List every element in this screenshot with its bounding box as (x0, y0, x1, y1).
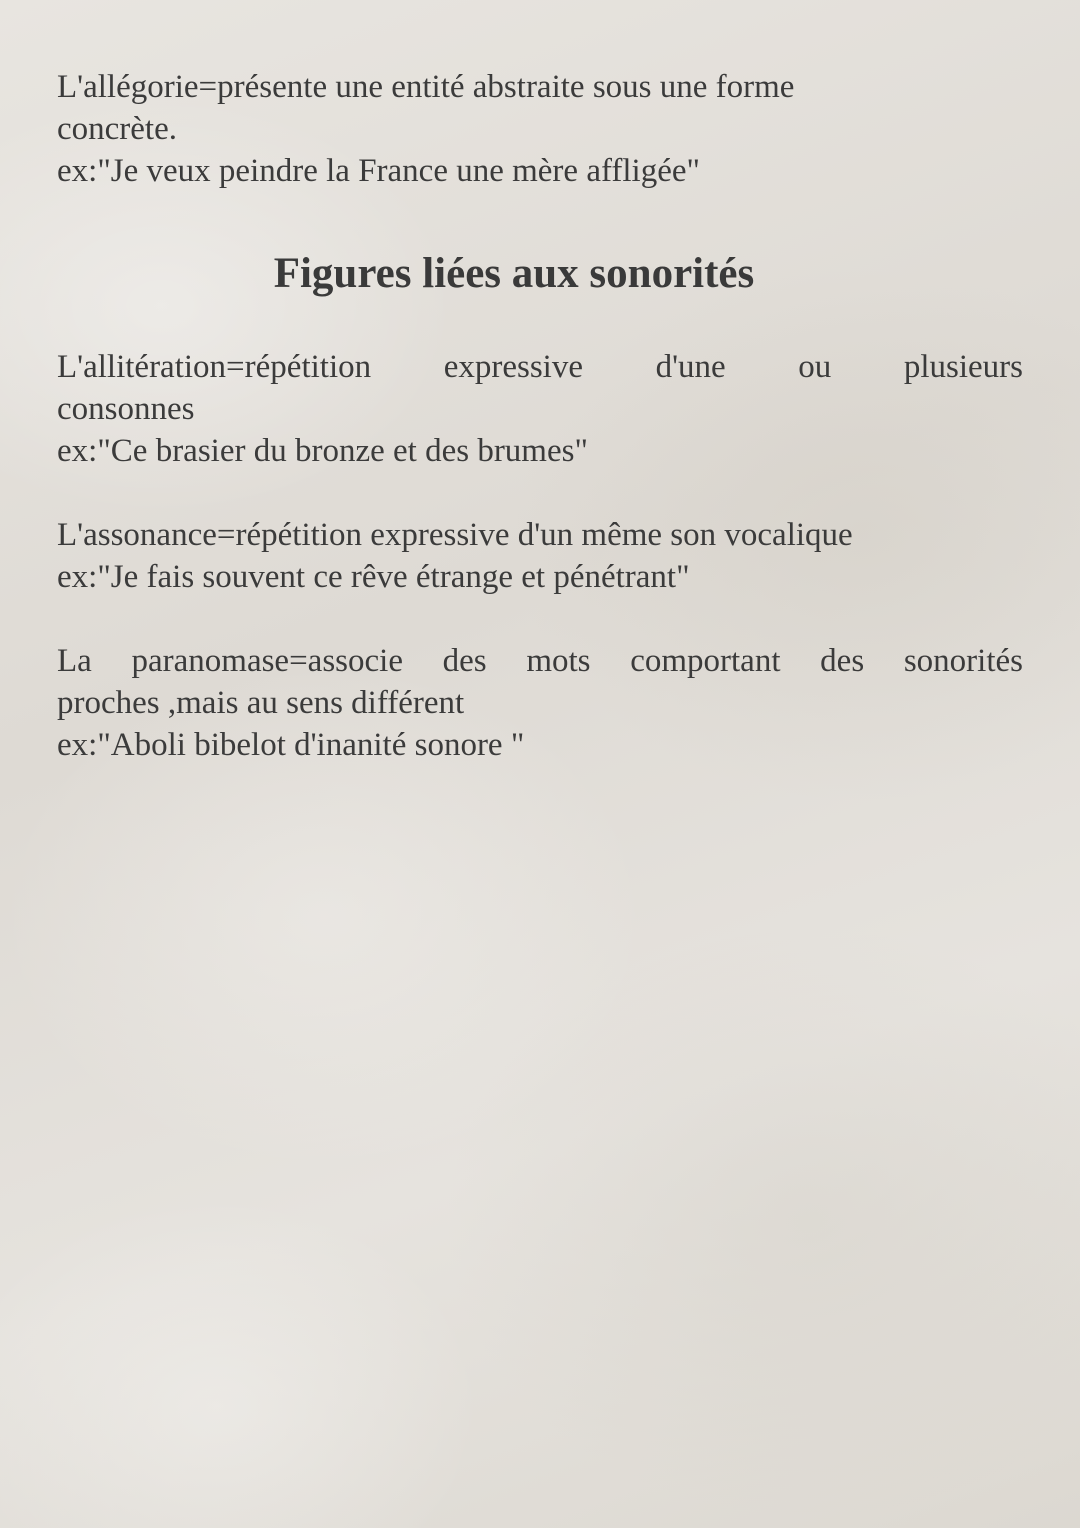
allegorie-definition (57, 66, 1023, 192)
allegorie-example: ex:"Je veux peindre la France une mère affligée" (57, 153, 700, 189)
alliteration-definition (57, 346, 1023, 472)
section-title: Figures liées aux sonorités (273, 250, 755, 297)
alliteration-example: ex:"Ce brasier du bronze et des brumes" (57, 433, 588, 469)
allegorie-line-2: concrète. (57, 111, 177, 147)
paronomase-line-1: La paranomase=associe des mots comportant des sonorités (57, 643, 1023, 679)
alliteration-line-2: consonnes (57, 391, 195, 427)
paronomase-definition (57, 640, 1023, 766)
paronomase-line-2: proches ,mais au sens différent (57, 685, 465, 721)
assonance-line-1: L'assonance=répétition expressive d'un même son vocalique (57, 517, 853, 553)
paronomase-example: ex:"Aboli bibelot d'inanité sonore " (57, 727, 525, 763)
assonance-example: ex:"Je fais souvent ce rêve étrange et pénétrant" (57, 559, 690, 595)
assonance-definition (57, 514, 1023, 598)
allegorie-line-1: L'allégorie=présente une entité abstraite sous une forme (57, 69, 795, 105)
alliteration-line-1: L'allitération=répétition expressive d'une ou plusieurs (57, 349, 1023, 385)
document-page (57, 66, 1023, 766)
